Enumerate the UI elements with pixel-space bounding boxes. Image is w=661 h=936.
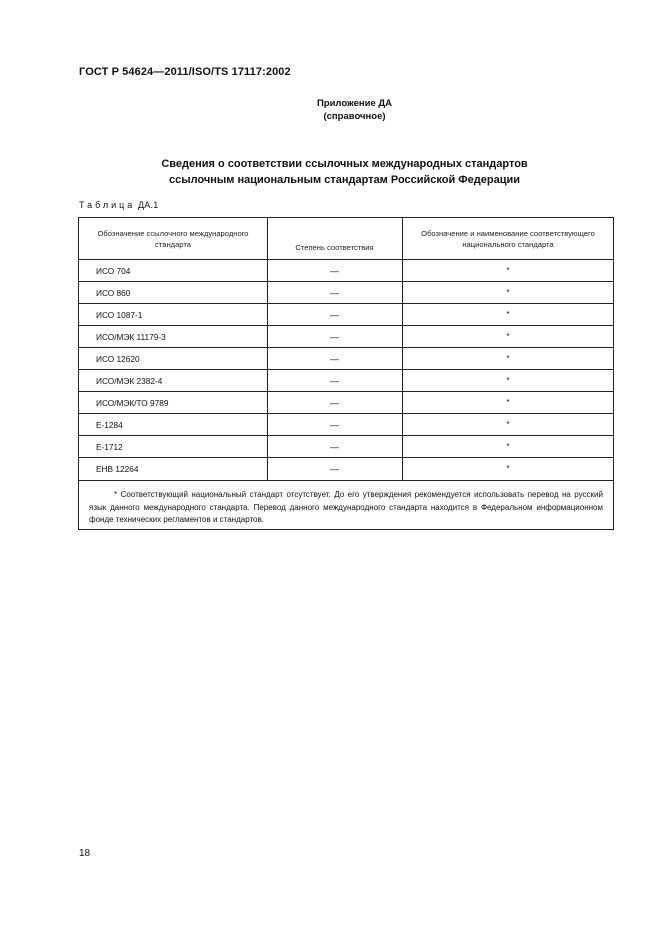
cell-international-designation: Е-1712 — [96, 442, 123, 452]
column-header-international: Обозначение ссылочного международного стандарта — [97, 228, 249, 249]
cell-correspondence-degree: — — [330, 354, 339, 364]
cell-national-standard: * — [506, 376, 510, 385]
cell-international-designation: ИСО 12620 — [96, 354, 140, 364]
cell-international-designation: ИСО/МЭК 11179-3 — [96, 332, 166, 342]
cell-international-designation: ИСО/МЭК/ТО 9789 — [96, 398, 169, 408]
cell-correspondence-degree: — — [330, 442, 339, 452]
table-row — [79, 458, 613, 480]
annex-subtitle: (справочное) — [323, 111, 386, 122]
cell-correspondence-degree: — — [330, 310, 339, 320]
cell-correspondence-degree: — — [330, 332, 339, 342]
column-header-national: Обозначение и наименование соответствующего национального стандарта — [421, 228, 595, 249]
cell-international-designation: ИСО/МЭК 2382-4 — [96, 376, 163, 386]
cell-correspondence-degree: — — [330, 288, 339, 298]
cell-correspondence-degree: — — [330, 420, 339, 430]
table-row — [79, 370, 613, 392]
cell-international-designation: ЕНВ 12264 — [96, 464, 139, 474]
cell-national-standard: * — [506, 398, 510, 407]
cell-national-standard: * — [506, 354, 510, 363]
column-header-degree: Степень соответствия — [295, 243, 374, 252]
table-row — [79, 260, 613, 282]
cell-correspondence-degree: — — [330, 266, 339, 276]
table-row — [79, 392, 613, 414]
table-footnote: * Соответствующий национальный стандарт отсутствует. До его утверждения рекомендуется использовать перевод на русский язык данного международного стандарта. Перевод данного международного стандарта находится в Федеральном информационном фонде технических регламентов и стандартов. — [89, 490, 603, 524]
correspondence-table — [78, 217, 614, 530]
table-row — [79, 326, 613, 348]
section-title-line-2: ссылочным национальным стандартам Российской Федерации — [168, 174, 521, 186]
cell-national-standard: * — [506, 266, 510, 275]
section-title-line-1: Сведения о соответствии ссылочных международных стандартов — [161, 158, 528, 170]
cell-international-designation: ИСО 860 — [96, 288, 131, 298]
cell-national-standard: * — [506, 332, 510, 341]
table-row — [79, 436, 613, 458]
table-caption-number: ДА.1 — [138, 200, 159, 210]
cell-correspondence-degree: — — [330, 376, 339, 386]
table-row — [79, 282, 613, 304]
cell-national-standard: * — [506, 288, 510, 297]
cell-correspondence-degree: — — [330, 398, 339, 408]
cell-national-standard: * — [506, 310, 510, 319]
cell-international-designation: ИСО 1087-1 — [96, 310, 143, 320]
footnote-divider — [79, 480, 613, 481]
table-row — [79, 304, 613, 326]
table-caption-word: Таблица — [79, 200, 136, 210]
table-caption — [79, 200, 158, 210]
cell-national-standard: * — [506, 442, 510, 451]
cell-international-designation: ИСО 704 — [96, 266, 131, 276]
table-row — [79, 348, 613, 370]
table-row — [79, 414, 613, 436]
cell-international-designation: Е-1284 — [96, 420, 123, 430]
cell-correspondence-degree: — — [330, 464, 339, 474]
cell-national-standard: * — [506, 464, 510, 473]
cell-national-standard: * — [506, 420, 510, 429]
page-number: 18 — [79, 848, 91, 859]
annex-title: Приложение ДА — [316, 98, 393, 109]
document-header: ГОСТ Р 54624—2011/ISO/TS 17117:2002 — [79, 66, 291, 78]
